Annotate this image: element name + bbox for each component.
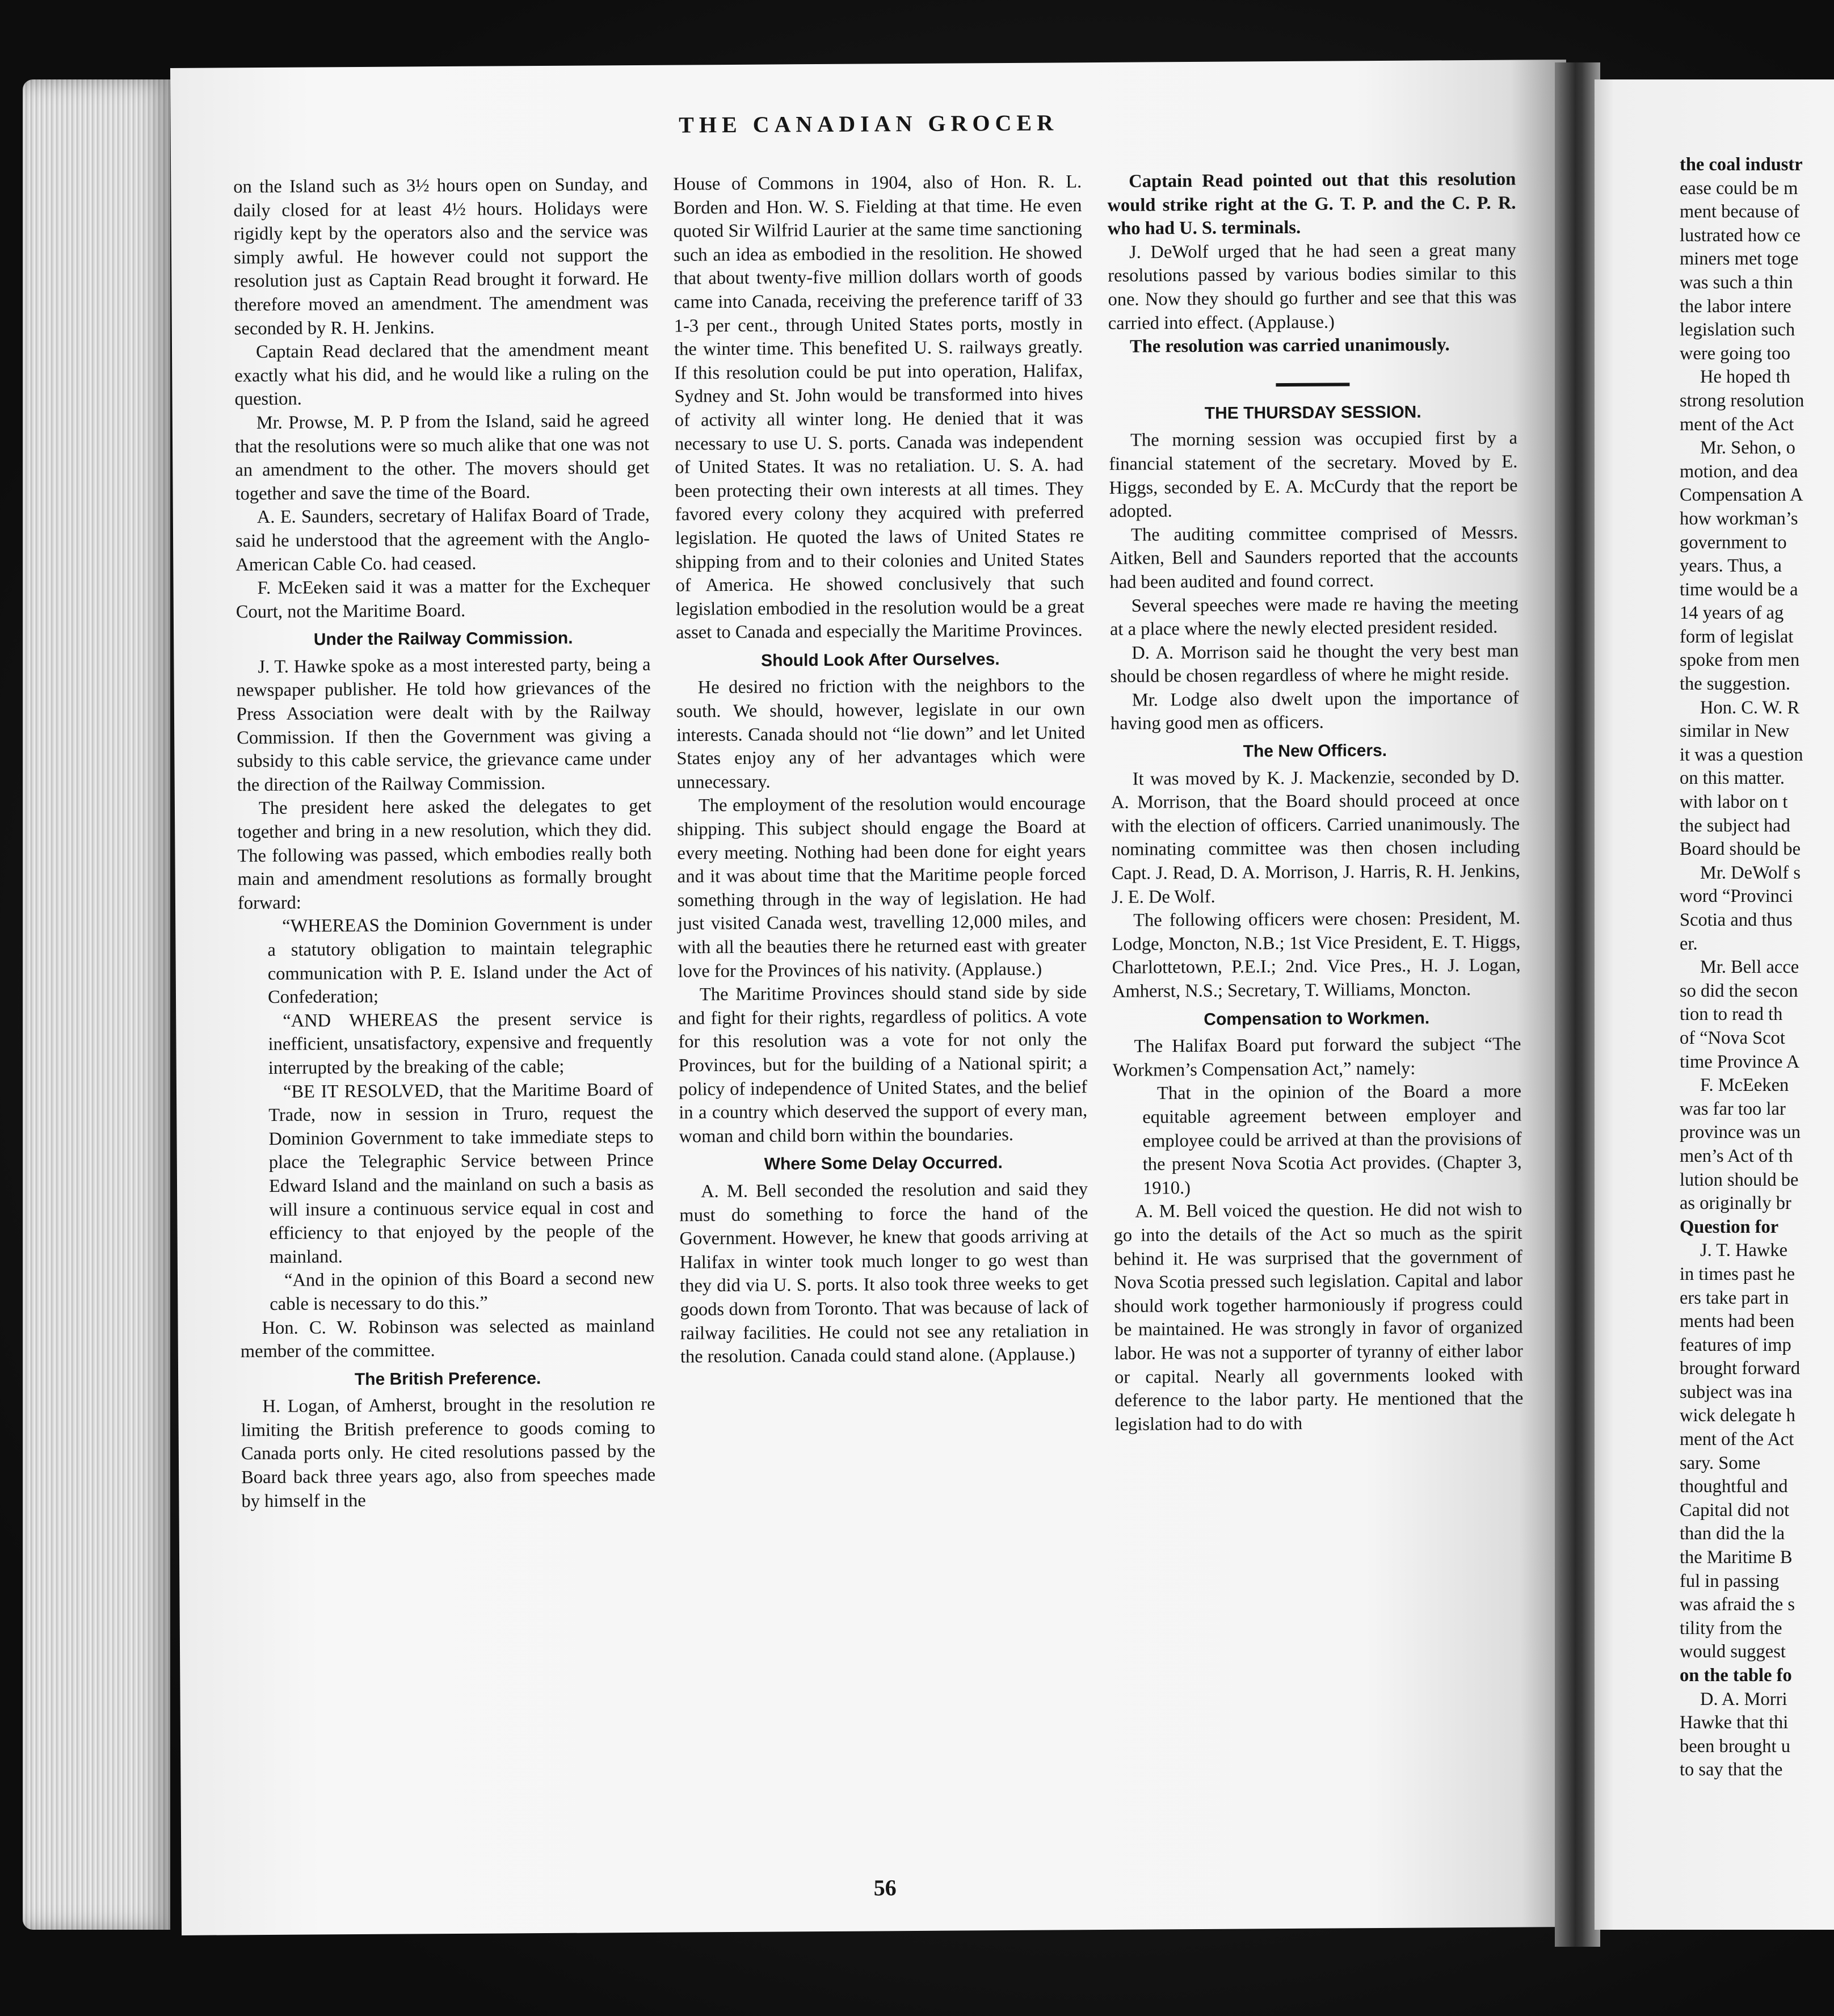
column-2 bbox=[673, 170, 1089, 1369]
paragraph: Captain Read pointed out that this resolution would strike right at the G. T. P. and the C. P. R. who had U. S. terminals. bbox=[1107, 169, 1516, 240]
cropped-line: Board should be bbox=[1680, 839, 1801, 860]
cropped-line: form of legislat bbox=[1680, 626, 1794, 647]
paragraph: A. M. Bell seconded the resolution and said they must do something to force the hand of the Government. However, he knew that goods arriving at Halifax in winter took much longer to go west than they did via U. S. ports. It also took three weeks to get goods down from Toronto. That was because of lack of railway facilities. He could not see any retaliation in the resolution. Canada could stand alone. (Applause.) bbox=[679, 1179, 1089, 1367]
cropped-line: features of imp bbox=[1680, 1334, 1791, 1355]
section-rule bbox=[1276, 383, 1349, 387]
cropped-line: ease could be m bbox=[1680, 178, 1798, 199]
cropped-line: brought forward bbox=[1680, 1358, 1801, 1379]
cropped-line: it was a question bbox=[1680, 744, 1803, 765]
cropped-line: government to bbox=[1680, 532, 1787, 553]
paragraph: A. M. Bell voiced the question. He did not wish to go into the details of the Act so much as the spirit behind it. He was surprised that the government of Nova Scotia pressed such legislation. Capital and labor should work together harmoniously if progress could be maintained. He was strongly in favor of organized labor. He was not a supporter of tyranny of either labor or capital. Nearly all governments looked with deference to the labor party. He mentioned that the legislation had to do with bbox=[1113, 1199, 1524, 1435]
cropped-line: was such a thin bbox=[1680, 272, 1793, 293]
cropped-line: Mr. Bell acce bbox=[1700, 957, 1799, 978]
cropped-line: would suggest bbox=[1680, 1641, 1786, 1662]
paragraph: It was moved by K. J. Mackenzie, seconded by D. A. Morrison, that the Board should proceed at once with the election of officers. Carried unanimously. The nominating committee was then chosen including Capt. J. Read, D. A. Morrison, J. Harris, R. H. Jenkins, J. E. De Wolf. bbox=[1111, 766, 1520, 908]
cropped-line: thoughtful and bbox=[1680, 1476, 1788, 1497]
cropped-line: F. McEeken bbox=[1700, 1075, 1789, 1096]
paragraph: The employment of the resolution would encourage shipping. This subject should engage the Board at every meeting. Nothing had been done for eight years and it was about time that the Maritime people forced something through in the way of legislation. He had just visited Canada west, travelling 12,000 miles, and with all the beauties there he returned east with greater love for the Provinces of his nativity. (Applause.) bbox=[677, 793, 1087, 982]
cropped-line: so did the secon bbox=[1680, 980, 1798, 1001]
cropped-line: the subject had bbox=[1680, 815, 1790, 836]
paragraph: J. T. Hawke spoke as a most interested party, being a newspaper publisher. He told how grievances of the Press Association were dealt with by the Railway Commission. If then the Government was giving a subsidy to this cable service, the grievance came under the direction of the Railway Commission. bbox=[236, 654, 651, 796]
cropped-line: wick delegate h bbox=[1680, 1405, 1795, 1426]
page-number: 56 bbox=[873, 1875, 897, 1901]
cropped-line: ments had been bbox=[1680, 1311, 1795, 1332]
paragraph: The president here asked the delegates to get together and bring in a new resolution, which they did. The following was passed, which embodies really both main and amendment resolutions as formally brought forward: bbox=[237, 796, 652, 914]
cropped-line: on the table fo bbox=[1680, 1665, 1792, 1686]
section-heading: Under the Railway Commission. bbox=[313, 628, 573, 649]
cropped-line: Mr. DeWolf s bbox=[1700, 862, 1801, 883]
cropped-line: the suggestion. bbox=[1680, 674, 1790, 695]
cropped-line: of “Nova Scot bbox=[1680, 1027, 1785, 1048]
paragraph: Mr. Prowse, M. P. P from the Island, said he agreed that the resolutions were so much alike that one was not an amendment to the other. The movers should get together and save the time of the Board. bbox=[234, 410, 650, 505]
running-head: THE CANADIAN GROCER bbox=[679, 110, 1059, 138]
cropped-line: men’s Act of th bbox=[1680, 1145, 1793, 1166]
paragraph: A. E. Saunders, secretary of Halifax Board of Trade, said he understood that the agreement with the Anglo-American Cable Co. had ceased. bbox=[235, 505, 650, 575]
paragraph: H. Logan, of Amherst, brought in the resolution re limiting the British preference to goods coming to Canada ports only. He cited resolutions passed by the Board back three years ago, also from speeches made by himself in the bbox=[241, 1394, 656, 1511]
cropped-line: subject was ina bbox=[1680, 1381, 1793, 1402]
cropped-line: time Province A bbox=[1680, 1051, 1800, 1072]
cropped-line: motion, and dea bbox=[1680, 461, 1798, 482]
cropped-line: been brought u bbox=[1680, 1736, 1790, 1757]
cropped-line: Compensation A bbox=[1680, 485, 1803, 506]
cropped-line: miners met toge bbox=[1680, 249, 1799, 270]
section-heading: Compensation to Workmen. bbox=[1204, 1009, 1430, 1029]
left-page bbox=[170, 60, 1578, 1935]
cropped-line: in times past he bbox=[1680, 1263, 1795, 1284]
paragraph: The Halifax Board put forward the subject “The Workmen’s Compensation Act,” namely: bbox=[1112, 1034, 1521, 1081]
cropped-line: D. A. Morri bbox=[1700, 1689, 1787, 1710]
section-heading: The New Officers. bbox=[1243, 741, 1387, 761]
cropped-line: legislation such bbox=[1680, 320, 1795, 341]
section-heading: Where Some Delay Occurred. bbox=[764, 1153, 1003, 1174]
cropped-line: years. Thus, a bbox=[1680, 556, 1782, 577]
paragraph: on the Island such as 3½ hours open on Sunday, and daily closed for at least 4½ hours. Holidays were rigidly kept by the operators also and the service was simply awful. He however could not support the resolution just as Captain Read brought it forward. He therefore moved an amendment. The amendment was seconded by R. H. Jenkins. bbox=[233, 174, 649, 339]
resolution-quote: That in the opinion of the Board a more equitable agreement between employer and employee could be arrived at than the provisions of the present Nova Scotia Act provides. (Chapter 3, 1910.) bbox=[1142, 1081, 1522, 1199]
book-gutter bbox=[1555, 62, 1600, 1947]
cropped-line: with labor on t bbox=[1680, 792, 1788, 813]
column-3 bbox=[1107, 168, 1524, 1437]
cropped-line: Hon. C. W. R bbox=[1700, 697, 1800, 718]
cropped-line: was far too lar bbox=[1680, 1098, 1786, 1119]
cropped-line: 14 years of ag bbox=[1680, 603, 1784, 624]
resolution-quote: “And in the opinion of this Board a second new cable is necessary to do this.” bbox=[270, 1268, 655, 1314]
cropped-line: tility from the bbox=[1680, 1618, 1782, 1639]
resolution-quote: “BE IT RESOLVED, that the Maritime Board of Trade, now in session in Truro, request the Dominion Government to take immediate steps to place the Telegraphic Service between Prince Edward Island and the mainland on such a basis as will insure a continuous service equal in cost and efficiency to that enjoyed by the people of the mainland. bbox=[268, 1079, 654, 1267]
page-stack-edge bbox=[23, 79, 170, 1930]
cropped-line: J. T. Hawke bbox=[1700, 1240, 1788, 1261]
paragraph: Mr. Lodge also dwelt upon the importance of having good men as officers. bbox=[1110, 687, 1519, 734]
paragraph: The auditing committee comprised of Messrs. Aitken, Bell and Saunders reported that the accounts had been audited and found correct. bbox=[1109, 522, 1518, 593]
cropped-line: sary. Some bbox=[1680, 1452, 1761, 1473]
section-heading: The British Preference. bbox=[354, 1368, 541, 1389]
cropped-line: the Maritime B bbox=[1680, 1547, 1793, 1568]
cropped-line: than did the la bbox=[1680, 1523, 1785, 1544]
cropped-line: province was un bbox=[1680, 1122, 1801, 1143]
cropped-line: similar in New bbox=[1680, 721, 1790, 742]
cropped-line: Question for bbox=[1680, 1216, 1779, 1237]
cropped-line: Capital did not bbox=[1680, 1500, 1790, 1521]
cropped-line: to say that the bbox=[1680, 1759, 1783, 1780]
right-page-fragment bbox=[1595, 79, 1834, 1930]
cropped-line: ful in passing bbox=[1680, 1570, 1780, 1591]
cropped-line: strong resolution bbox=[1680, 390, 1804, 411]
cropped-line: word “Provinci bbox=[1680, 886, 1793, 907]
paragraph: The morning session was occupied first by a financial statement of the secretary. Moved by E. Higgs, seconded by E. A. McCurdy that the report be adopted. bbox=[1109, 427, 1518, 522]
cropped-line: spoke from men bbox=[1680, 650, 1800, 671]
paragraph: J. DeWolf urged that he had seen a great many resolutions passed by various bodies similar to this one. Now they should go further and see that this was carried into effect. (Applause.) bbox=[1108, 240, 1517, 334]
right-page-column bbox=[1680, 153, 1834, 1782]
cropped-line: as originally br bbox=[1680, 1193, 1791, 1214]
cropped-line: tion to read th bbox=[1680, 1004, 1783, 1025]
section-heading: THE THURSDAY SESSION. bbox=[1204, 402, 1421, 423]
cropped-line: were going too bbox=[1680, 343, 1790, 364]
cropped-line: Hawke that thi bbox=[1680, 1712, 1789, 1733]
paragraph: The Maritime Provinces should stand side by side and fight for their rights, regardless of politics. A vote for this resolution was a vote for not only the Provinces, but for the building of a National spirit; a policy of independence of United States, and the belief in a country which deserved the support of every man, woman and child born within the boundaries. bbox=[678, 982, 1088, 1147]
cropped-line: ment of the Act bbox=[1680, 1429, 1794, 1450]
cropped-line: ment because of bbox=[1680, 201, 1800, 222]
cropped-line: ment of the Act bbox=[1680, 414, 1794, 435]
cropped-line: Scotia and thus bbox=[1680, 910, 1793, 930]
section-heading: Should Look After Ourselves. bbox=[760, 649, 1000, 670]
cropped-line: Mr. Sehon, o bbox=[1700, 438, 1795, 459]
cropped-line: on this matter. bbox=[1680, 768, 1785, 789]
cropped-line: the labor intere bbox=[1680, 296, 1791, 317]
cropped-line: He hoped th bbox=[1700, 367, 1790, 388]
cropped-line: lution should be bbox=[1680, 1169, 1799, 1190]
paragraph: Hon. C. W. Robinson was selected as mainland member of the committee. bbox=[240, 1315, 655, 1362]
paragraph: Several speeches were made re having the meeting at a place where the newly elected president resided. bbox=[1109, 593, 1518, 640]
cropped-line: time would be a bbox=[1680, 579, 1798, 600]
cropped-line: how workman’s bbox=[1680, 508, 1798, 529]
resolution-quote: “AND WHEREAS the present service is inefficient, unsatisfactory, expensive and frequently interrupted by the breaking of the cable; bbox=[268, 1008, 653, 1078]
paragraph: He desired no friction with the neighbors to the south. We should, however, legislate in our own interests. Canada should not “lie down” and let United States enjoy any of her advantages which were unnecessary. bbox=[676, 675, 1086, 793]
paragraph: D. A. Morrison said he thought the very best man should be chosen regardless of where he might reside. bbox=[1110, 640, 1519, 687]
column-1 bbox=[233, 173, 655, 1514]
cropped-line: the coal industr bbox=[1680, 154, 1803, 175]
cropped-line: ers take part in bbox=[1680, 1287, 1789, 1308]
paragraph: The following officers were chosen: President, M. Lodge, Moncton, N.B.; 1st Vice President, E. T. Higgs, Charlottetown, P.E.I.; 2nd. Vice Pres., H. J. Logan, Amherst, N.S.; Secretary, T. Williams, Moncton. bbox=[1112, 908, 1521, 1002]
cropped-line: er. bbox=[1680, 933, 1698, 954]
paragraph: F. McEeken said it was a matter for the Exchequer Court, not the Maritime Board. bbox=[235, 575, 650, 622]
paragraph: Captain Read declared that the amendment meant exactly what his did, and he would like a ruling on the question. bbox=[234, 339, 649, 410]
cropped-line: lustrated how ce bbox=[1680, 225, 1801, 246]
paragraph: The resolution was carried unanimously. bbox=[1129, 334, 1450, 357]
paragraph: House of Commons in 1904, also of Hon. R. L. Borden and Hon. W. S. Fielding at that time. He even quoted Sir Wilfrid Laurier at the same time sanctioning such an idea as embodied in the resolition. He showed that about twenty-five million dollars worth of goods came into Canada, receiving the preference tariff of 33 1-3 per cent., through United States ports, mostly in the winter time. This benefited U. S. railways greatly. If this resolution could be put into operation, Halifax, Sydney and St. John would be transformed into hives of activity all winter long. He denied that it was necessary to use U. S. ports. Canada was independent of United States. It was no retaliation. U. S. A. had been protecting their own interests at all times. They favored every colony they acquired with preferred legislation. He quoted the laws of United States re shipping from and to their colonies and United States of America. He showed conclusively that such legislation embodied in the resolution would be a great asset to Canada and especially the Maritime Provinces. bbox=[673, 171, 1084, 643]
cropped-line: was afraid the s bbox=[1680, 1594, 1795, 1615]
resolution-quote: “WHEREAS the Dominion Government is under a statutory obligation to maintain telegraphic communication with P. E. Island under the Act of Confederation; bbox=[267, 914, 653, 1008]
